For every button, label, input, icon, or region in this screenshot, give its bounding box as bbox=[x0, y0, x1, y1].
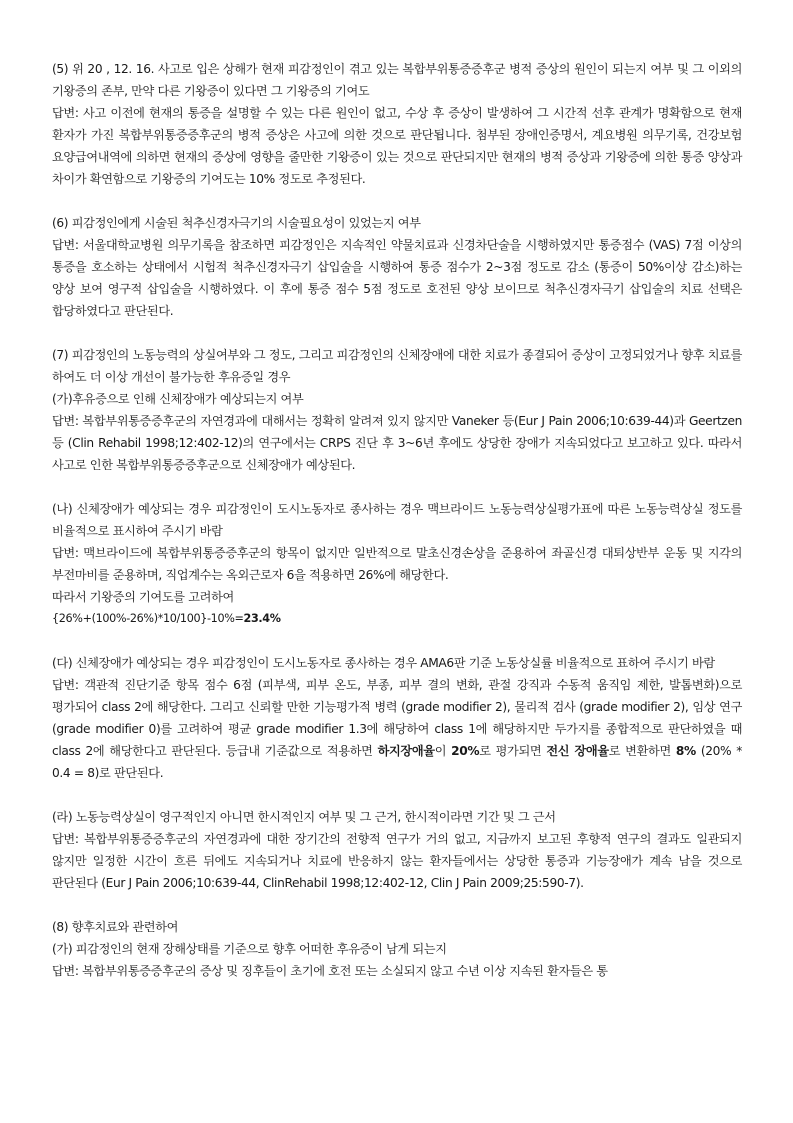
da-mid1: 이 bbox=[434, 744, 452, 758]
section-7-da-question: (다) 신체장애가 예상되는 경우 피감정인이 도시노동자로 종사하는 경우 AMA6판 기준 노동상실률 비율적으로 표하여 주시기 바람 bbox=[52, 656, 715, 670]
section-5 bbox=[52, 58, 742, 190]
section-7-ra-answer: 답변: 복합부위통증증후군의 자연경과에 대한 장기간의 전향적 연구가 거의 없고, 지금까지 보고된 후향적 연구의 결과도 일관되지 않지만 일정한 시간이 흐른 뒤에도 지속되거나 치료에 반응하지 않는 환자들에서는 상당한 통증과 기능장애가 계속 남을 것으로 판단된다 (Eur J Pain 2006;10:639-44, ClinRehabil 1998;12:402-12, Clin J Pain 2009;25:590-7). bbox=[52, 832, 742, 890]
section-7-na-formula bbox=[52, 608, 742, 630]
section-6-question: (6) 피감정인에게 시술된 척추신경자극기의 시술필요성이 있었는지 여부 bbox=[52, 216, 421, 230]
section-7-na-answer: 답변: 맥브라이드에 복합부위통증증후군의 항목이 없지만 일반적으로 말초신경손상을 준용하여 좌골신경 대퇴상반부 운동 및 지각의 부전마비를 준용하며, 직업계수는 옥외근로자 6을 적용하면 26%에 해당한다. bbox=[52, 546, 742, 582]
formula-result: 23.4% bbox=[243, 612, 281, 625]
section-7-da bbox=[52, 652, 742, 784]
section-5-answer: 답변: 사고 이전에 현재의 통증을 설명할 수 있는 다른 원인이 없고, 수상 후 증상이 발생하여 그 시간적 선후 관계가 명확함으로 현재 환자가 가진 복합부위통증증후군의 병적 증상은 사고에 의한 것으로 판단됩니다. 첨부된 장애인증명서, 계요병원 의무기록, 건강보험 요양급여내역에 의하면 현재의 증상에 영향을 줄만한 기왕증이 있는 것으로 판단되지만 현재의 병적 증상과 기왕증에 의한 통증 양상과 차이가 확연함으로 기왕증의 기여도는 10% 정도로 추정된다. bbox=[52, 106, 742, 186]
section-7 bbox=[52, 344, 742, 476]
section-5-question: (5) 위 20 , 12. 16. 사고로 입은 상해가 현재 피감정인이 겪고 있는 복합부위통증증후군 병적 증상의 원인이 되는지 여부 및 그 이외의 기왕증의 존부, 만약 다른 기왕증이 있다면 그 기왕증의 기여도 bbox=[52, 62, 742, 98]
da-bold-lower-limb-rate: 하지장애율 bbox=[377, 744, 435, 758]
section-7-ra bbox=[52, 806, 742, 894]
document-page bbox=[52, 58, 742, 982]
section-6-answer: 답변: 서울대학교병원 의무기록을 참조하면 피감정인은 지속적인 약물치료과 신경차단술을 시행하였지만 통증점수 (VAS) 7점 이상의 통증을 호소하는 상태에서 시험적 척추신경자극기 삽입술을 시행하여 통증 점수가 2~3점 정도로 감소 (통증이 50%이상 감소)하는 양상 보여 영구적 삽입술을 시행하였다. 이 후에 통증 점수 5점 정도로 호전된 양상 보이므로 척추신경자극기 삽입술의 치료 선택은 합당하였다고 판단된다. bbox=[52, 238, 742, 318]
section-7-na-note: 따라서 기왕증의 기여도를 고려하여 bbox=[52, 590, 234, 604]
da-bold-8-percent: 8% bbox=[675, 744, 696, 758]
da-answer-end: (20% * 0.4 = 8)로 판단된다. bbox=[52, 744, 742, 780]
section-8 bbox=[52, 916, 742, 982]
da-answer-part1: 답변: 객관적 진단기준 항목 점수 6점 (피부색, 피부 온도, 부종, 피부 결의 변화, 관절 강직과 수동적 움직임 제한, 발톱변화)으로 평가되어 class 2에 해당한다. 그리고 신뢰할 만한 기능평가적 병력 (grade modifier 2), 물리적 검사 (grade modifier 2), 임상 연구 (grade modifier 0)를 고려하여 평균 grade modifier 1.3에 해당하여 class 1에 해당하지만 두가지를 종합적으로 판단하였을 때 class 2에 해당한다고 판단된다. 등급내 기준값으로 적용하면 bbox=[52, 678, 742, 758]
section-7-na bbox=[52, 498, 742, 630]
da-mid2: 로 평가되면 bbox=[479, 744, 547, 758]
section-6 bbox=[52, 212, 742, 322]
da-bold-whole-body-rate: 전신 장애율 bbox=[546, 744, 609, 758]
section-7-ga-answer: 답변: 복합부위통증증후군의 자연경과에 대해서는 정확히 알려져 있지 않지만 Vaneker 등(Eur J Pain 2006;10:639-44)과 Geertzen 등 (Clin Rehabil 1998;12:402-12)의 연구에서는 CRPS 진단 후 3~6년 후에도 상당한 장애가 지속되었다고 보고하고 있다. 따라서 사고로 인한 복합부위통증증후군으로 신체장애가 예상된다. bbox=[52, 414, 742, 472]
section-8-question: (8) 향후치료와 관련하여 bbox=[52, 920, 179, 934]
section-8-ga-answer: 답변: 복합부위통증증후군의 증상 및 징후들이 초기에 호전 또는 소실되지 않고 수년 이상 지속된 환자들은 통 bbox=[52, 964, 608, 978]
section-7-na-question: (나) 신체장애가 예상되는 경우 피감정인이 도시노동자로 종사하는 경우 맥브라이드 노동능력상실평가표에 따른 노동능력상실 정도를 비율적으로 표시하여 주시기 바람 bbox=[52, 502, 742, 538]
section-7-ra-question: (라) 노동능력상실이 영구적인지 아니면 한시적인지 여부 및 그 근거, 한시적이라면 기간 및 그 근서 bbox=[52, 810, 556, 824]
da-mid3: 로 변환하면 bbox=[608, 744, 676, 758]
section-7-ga-question: (가)후유증으로 인해 신체장애가 예상되는지 여부 bbox=[52, 392, 304, 406]
section-7-question: (7) 피감정인의 노동능력의 상실여부와 그 정도, 그리고 피감정인의 신체장애에 대한 치료가 종결되어 증상이 고정되었거나 향후 치료를 하여도 더 이상 개선이 불가능한 후유증일 경우 bbox=[52, 348, 742, 384]
formula-expression: {26%+(100%-26%)*10/100}-10%= bbox=[52, 612, 244, 625]
section-8-ga-question: (가) 피감정인의 현재 장해상태를 기준으로 향후 어떠한 후유증이 남게 되는지 bbox=[52, 942, 447, 956]
section-7-da-answer bbox=[52, 674, 742, 784]
da-bold-20-percent: 20% bbox=[451, 744, 480, 758]
